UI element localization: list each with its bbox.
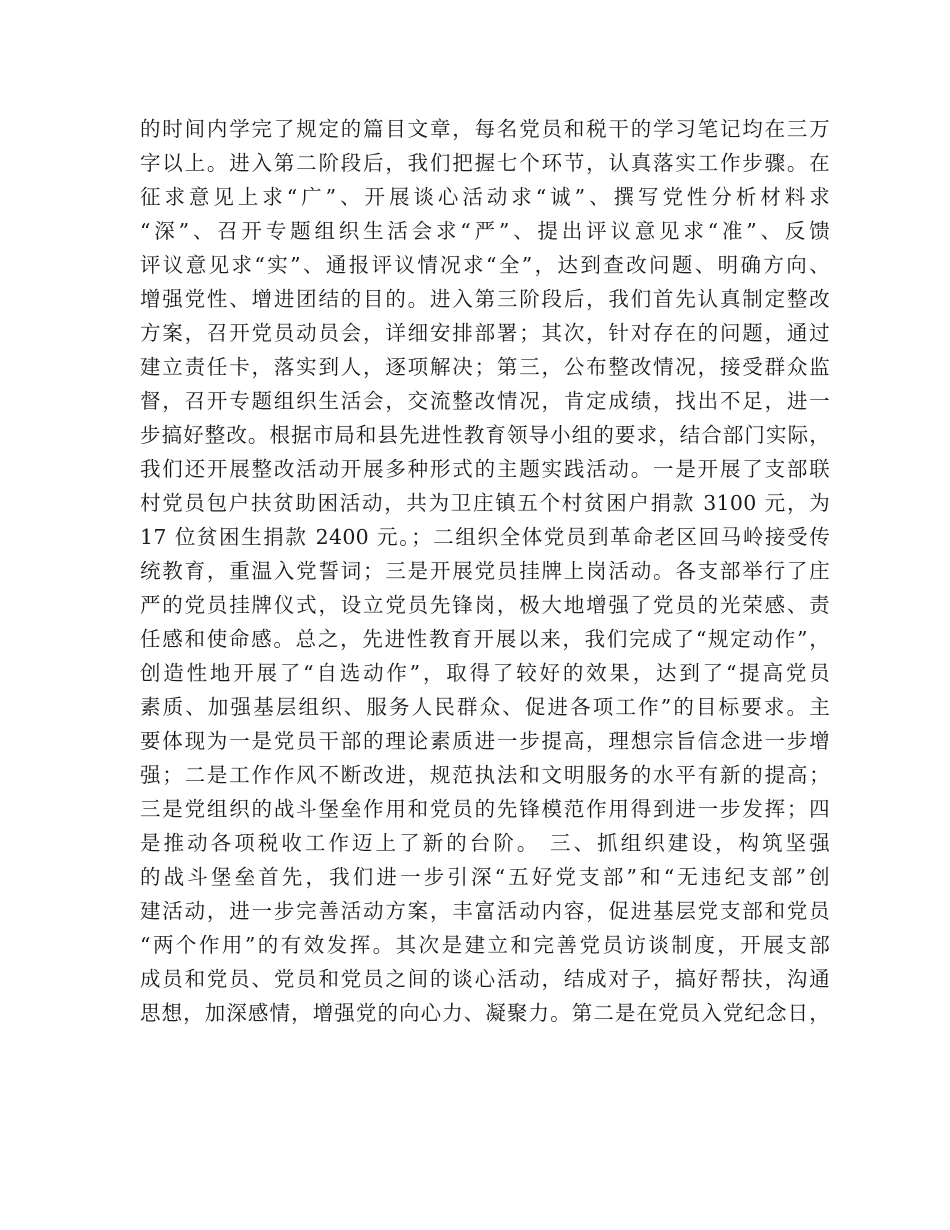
text-line: 建活动，进一步完善活动方案，丰富活动内容，促进基层党支部和党员 xyxy=(140,899,830,923)
text-line: 17 位贫困生捐款 2400 元。；二组织全体党员到革命老区回马岭接受传 xyxy=(140,525,830,549)
text-line: 我们还开展整改活动开展多种形式的主题实践活动。一是开展了支部联 xyxy=(140,457,830,481)
text-line: 增强党性、增进团结的目的。进入第三阶段后，我们首先认真制定整改 xyxy=(140,287,830,311)
text-line: 督，召开专题组织生活会，交流整改情况，肯定成绩，找出不足，进一 xyxy=(140,389,830,413)
text-line: 步搞好整改。根据市局和县先进性教育领导小组的要求，结合部门实际， xyxy=(140,423,830,447)
text-line: 统教育，重温入党誓词；三是开展党员挂牌上岗活动。各支部举行了庄 xyxy=(140,559,830,583)
text-line: “深”、召开专题组织生活会求“严”、提出评议意见求“准”、反馈 xyxy=(140,219,830,243)
text-line: 村党员包户扶贫助困活动，共为卫庄镇五个村贫困户捐款 3100 元，为 xyxy=(140,491,830,515)
text-line: 征求意见上求“广”、开展谈心活动求“诚”、撰写党性分析材料求 xyxy=(140,185,830,209)
body-text xyxy=(140,112,830,1030)
text-line: “两个作用”的有效发挥。其次是建立和完善党员访谈制度，开展支部 xyxy=(140,933,830,957)
text-line: 是推动各项税收工作迈上了新的台阶。 三、抓组织建设，构筑坚强 xyxy=(140,831,830,855)
text-line: 评议意见求“实”、通报评议情况求“全”，达到查改问题、明确方向、 xyxy=(140,253,830,277)
text-line: 严的党员挂牌仪式，设立党员先锋岗，极大地增强了党员的光荣感、责 xyxy=(140,593,830,617)
text-line: 要体现为一是党员干部的理论素质进一步提高，理想宗旨信念进一步增 xyxy=(140,729,830,753)
text-line: 字以上。进入第二阶段后，我们把握七个环节，认真落实工作步骤。在 xyxy=(140,151,830,175)
text-line: 强；二是工作作风不断改进，规范执法和文明服务的水平有新的提高； xyxy=(140,763,830,787)
text-line: 成员和党员、党员和党员之间的谈心活动，结成对子，搞好帮扶，沟通 xyxy=(140,967,830,991)
text-line: 的战斗堡垒首先，我们进一步引深“五好党支部”和“无违纪支部”创 xyxy=(140,865,830,889)
text-line: 思想，加深感情，增强党的向心力、凝聚力。第二是在党员入党纪念日， xyxy=(140,1001,830,1025)
text-line: 三是党组织的战斗堡垒作用和党员的先锋模范作用得到进一步发挥；四 xyxy=(140,797,830,821)
text-line: 任感和使命感。总之，先进性教育开展以来，我们完成了“规定动作”， xyxy=(140,627,830,651)
text-line: 建立责任卡，落实到人，逐项解决；第三，公布整改情况，接受群众监 xyxy=(140,355,830,379)
text-line: 素质、加强基层组织、服务人民群众、促进各项工作”的目标要求。主 xyxy=(140,695,830,719)
text-line: 创造性地开展了“自选动作”，取得了较好的效果，达到了“提高党员 xyxy=(140,661,830,685)
text-line: 方案，召开党员动员会，详细安排部署；其次，针对存在的问题，通过 xyxy=(140,321,830,345)
text-line: 的时间内学完了规定的篇目文章，每名党员和税干的学习笔记均在三万 xyxy=(140,117,830,141)
